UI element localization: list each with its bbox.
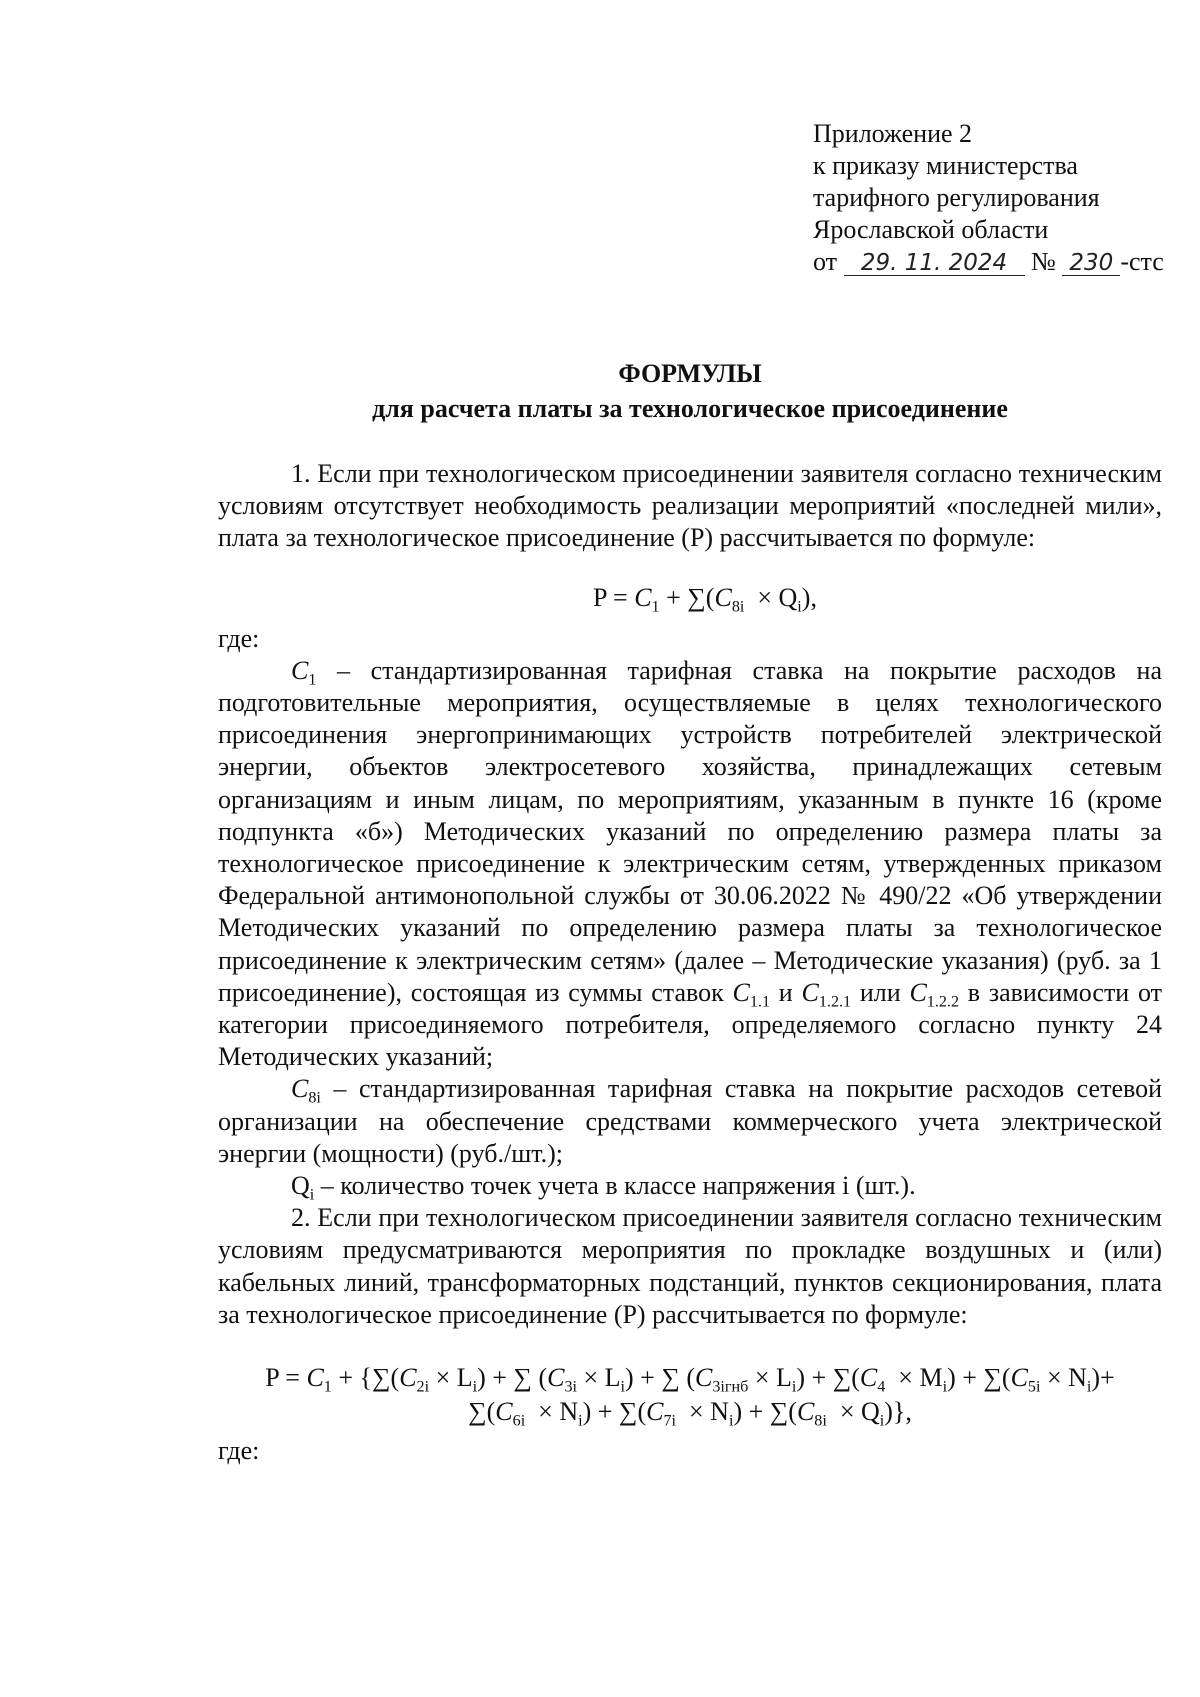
handwritten-date: 29. 11. 2024 [844,251,1025,276]
appendix-line-2: к приказу министерства [813,151,1078,180]
c8-definition [218,1073,1162,1170]
c1-symbol: C [291,655,309,685]
document-body [218,458,1162,1467]
appendix-header [813,118,1164,278]
c1-subscript: 1 [308,671,317,689]
date-prefix: от [813,247,838,276]
c8-text: – стандартизированная тарифная ставка на покрытие расходов сетевой организации на обеспечение средствами коммерческого учета электрической энергии (мощности) (руб./шт.); [218,1074,1162,1168]
appendix-date-line [813,246,1164,278]
c8-symbol: C [291,1074,309,1104]
q-symbol: Q [291,1171,310,1201]
number-suffix: -стс [1120,247,1164,276]
where-label-2: где: [218,1436,260,1466]
c122-symbol: C [909,977,927,1007]
q-subscript: i [309,1186,315,1204]
formula-2: $P = C_1 + \{\sum(C_{2i} \times L_i)$ + ∑ $(C_{3i} \times L_i)$ + ∑ $(C_{3iгнб} \times L_i) + \sum(C_4 \times M_i) + \sum(C_{5i} \times N_i)+$ $\sum(C_{6i} \times N_i) + \sum(C_{7i} \times N_i) + \sum(C_{8i} \times Q_i)$}, [265,1363,1115,1430]
or-word: или [851,977,910,1007]
appendix-line-4: Ярославской области [813,215,1049,244]
c11-symbol: C [732,977,750,1007]
q-text: – количество точек учета в классе напряжения i (шт.). [314,1171,916,1201]
where-label-1: где: [218,623,260,653]
and-word: и [770,977,802,1007]
c122-subscript: 1.2.2 [926,993,960,1011]
section-2-intro: 2. Если при технологическом присоединении заявителя согласно техническим условиям предусматриваются мероприятия по прокладке воздушных и (или) кабельных линий, трансформаторных подстанций, пунктов секционирования, плата за технологическое присоединение (Р) рассчитывается по формуле: [218,1203,1162,1329]
c1-definition [218,655,1162,1074]
number-sign: № [1031,247,1056,276]
document-subtitle: для расчета платы за технологическое присоединение [372,394,1008,423]
document-title: ФОРМУЛЫ [618,359,762,388]
c121-symbol: C [801,977,819,1007]
c121-subscript: 1.2.1 [818,993,852,1011]
q-definition [218,1170,1162,1202]
c1-text-b: в зависимости от категории присоединяемого потребителя, определяемого согласно пункту 24 Методических указаний; [218,977,1163,1072]
formula-1: $P = C_1 + \sum(C_{8i} \times Q_i)$, [593,582,817,616]
c8-subscript: 8i [308,1090,321,1108]
c11-subscript: 1.1 [749,993,771,1011]
section-1-intro: 1. Если при технологическом присоединении заявителя согласно техническим условиям отсутствует необходимость реализации мероприятий «последней мили», плата за технологическое присоединение (Р) рассчитывается по формуле: [218,459,1162,553]
appendix-line-1: Приложение 2 [813,119,973,148]
appendix-line-3: тарифного регулирования [813,183,1100,212]
c1-text-a: – стандартизированная тарифная ставка на покрытие расходов на подготовительные мероприятия, осуществляемые в целях технологического присоединения энергопринимающих устройств потребителей электрической энергии, объектов электросетевого хозяйства, принадлежащих сетевым организациям и иным лицам, по мероприятиям, указанным в пункте 16 (кроме подпункта «б») Методических указаний по определению размера платы за технологическое присоединение к электрическим сетям, утвержденных приказом Федеральной антимонопольной службы от 30.06.2022 № 490/22 «Об утверждении Методических указаний по определению размера платы за технологическое присоединение к электрическим сетям» (далее – Методические указания) (руб. за 1 присоединение), состоящая из суммы ставок [218,655,1162,1007]
handwritten-number: 230 [1062,251,1120,276]
